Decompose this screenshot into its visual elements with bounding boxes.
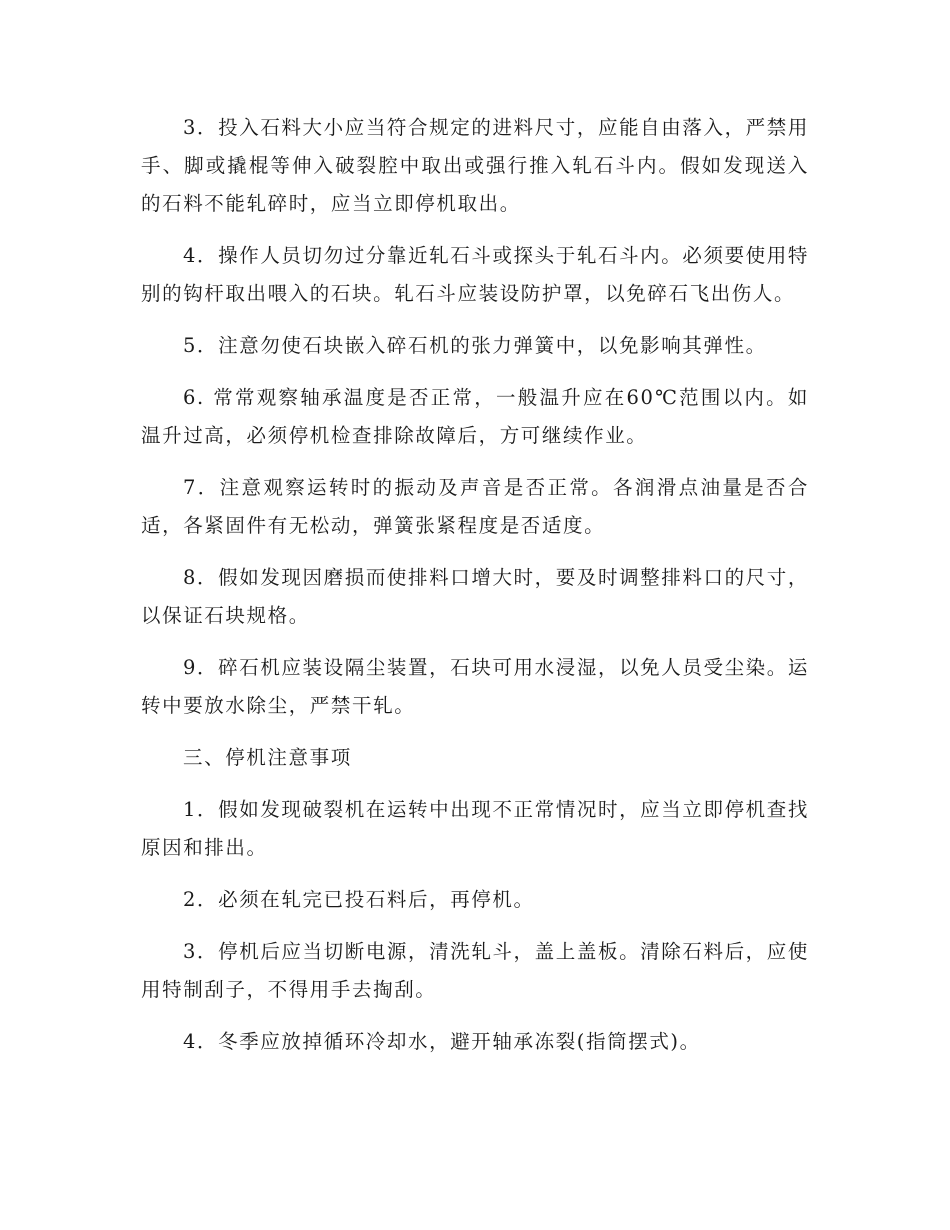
paragraph-feeding-rule: 3．投入石料大小应当符合规定的进料尺寸，应能自由落入，严禁用手、脚或撬棍等伸入破裂腔中取出或强行推入轧石斗内。假如发现送入的石料不能轧碎时，应当立即停机取出。: [141, 116, 809, 215]
paragraph-finish-before-stop: 2．必须在轧完已投石料后，再停机。: [183, 888, 535, 911]
paragraph-abnormal-stop: 1．假如发现破裂机在运转中出现不正常情况时，应当立即停机查找原因和排出。: [141, 798, 809, 859]
paragraph-winter-drain: 4．冬季应放掉循环冷却水，避开轴承冻裂(指筒摆式)。: [183, 1030, 701, 1053]
paragraph-outlet-adjustment: 8．假如发现因磨损而使排料口增大时，要及时调整排料口的尺寸，以保证石块规格。: [141, 566, 809, 627]
document-body: [141, 109, 809, 1075]
paragraph-dust-control: 9．碎石机应装设隔尘装置，石块可用水浸湿，以免人员受尘染。运转中要放水除尘，严禁干轧。: [141, 656, 809, 717]
section-heading-shutdown: 三、停机注意事项: [183, 746, 352, 769]
paragraph-operator-distance: 4．操作人员切勿过分靠近轧石斗或探头于轧石斗内。必须要使用特别的钩杆取出喂入的石块。轧石斗应装设防护罩，以免碎石飞出伤人。: [141, 244, 809, 305]
paragraph-spring-caution: 5．注意勿使石块嵌入碎石机的张力弹簧中，以免影响其弹性。: [183, 334, 767, 357]
paragraph-bearing-temperature: 6. 常常观察轴承温度是否正常，一般温升应在60℃范围以内。如温升过高，必须停机检查排除故障后，方可继续作业。: [141, 386, 809, 447]
paragraph-vibration-check: 7．注意观察运转时的振动及声音是否正常。各润滑点油量是否合适，各紧固件有无松动，弹簧张紧程度是否适度。: [141, 476, 809, 537]
paragraph-power-off-cleaning: 3．停机后应当切断电源，清洗轧斗，盖上盖板。清除石料后，应使用特制刮子，不得用手去掏刮。: [141, 940, 809, 1001]
